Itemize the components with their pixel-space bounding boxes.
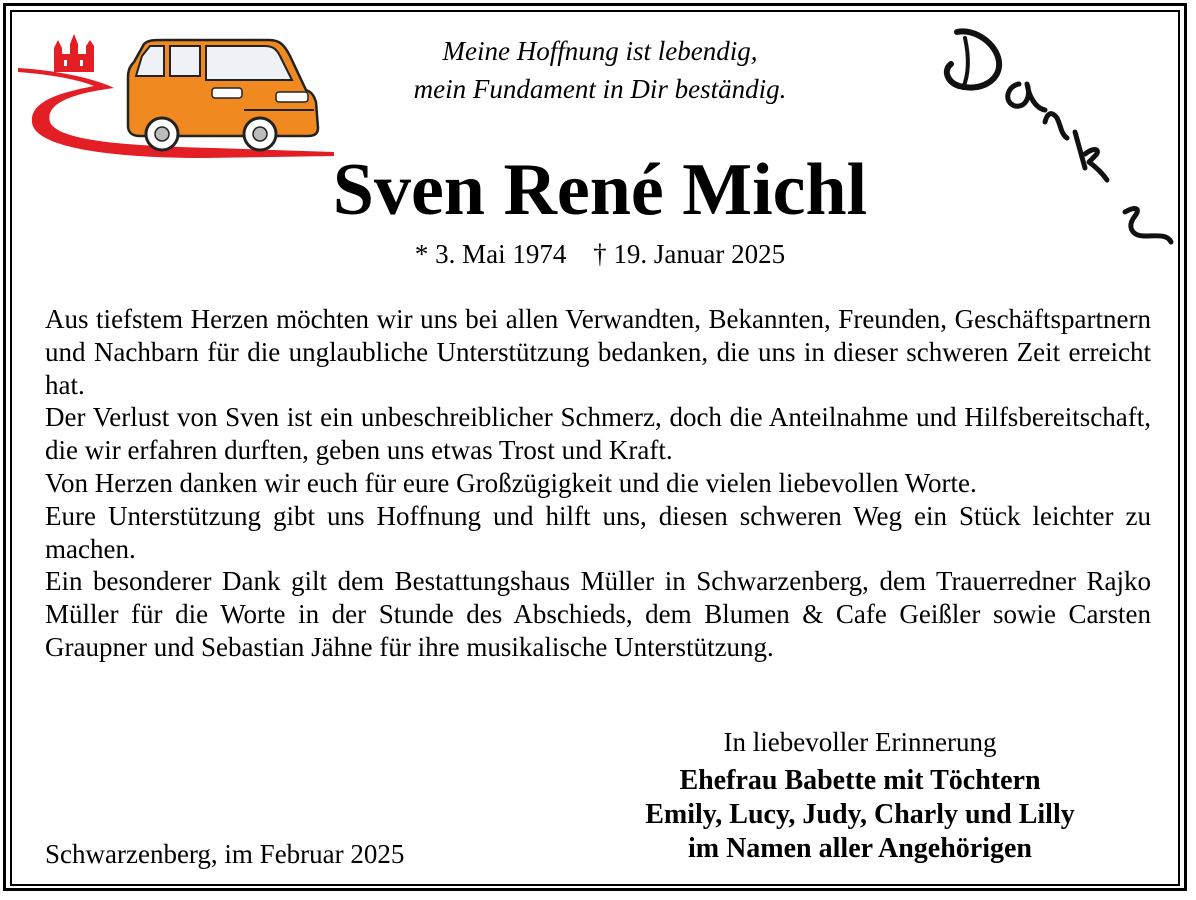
birth-date: * 3. Mai 1974 — [414, 239, 567, 269]
deceased-name: Sven René Michl — [332, 149, 868, 231]
danke-signature-icon — [935, 22, 1175, 252]
camper-van-logo — [14, 30, 339, 160]
castle-icon — [54, 34, 94, 72]
paragraph-1: Aus tiefstem Herzen möchten wir uns bei allen Verwandten, Bekannten, Freunden, Geschäftspartnern und Nachbarn für die unglaubliche Unterstützung bedanken, die uns in dieser schweren Zeit erreicht hat. — [45, 304, 1151, 400]
death-date: † 19. Januar 2025 — [593, 239, 786, 269]
thanks-text — [45, 303, 1151, 664]
motto-line-1: Meine Hoffnung ist lebendig, — [442, 36, 758, 66]
family-signature — [560, 764, 1160, 866]
van-icon — [128, 40, 318, 150]
family-line-2: Emily, Lucy, Judy, Charly und Lilly — [645, 799, 1075, 830]
paragraph-2: Der Verlust von Sven ist ein unbeschreiblicher Schmerz, doch die Anteilnahme und Hilfsbereitschaft, die wir erfahren durften, geben uns etwas Trost und Kraft. — [45, 402, 1151, 466]
life-dates — [300, 236, 900, 272]
family-line-3: im Namen aller Angehörigen — [687, 833, 1032, 864]
place-date: Schwarzenberg, im Februar 2025 — [45, 839, 405, 869]
paragraph-3: Von Herzen danken wir euch für eure Großzügigkeit und die vielen liebevollen Worte. — [45, 467, 977, 498]
motto — [340, 32, 860, 108]
motto-line-2: mein Fundament in Dir beständig. — [413, 74, 787, 104]
memory-line: In liebevoller Erinnerung — [723, 727, 997, 757]
family-line-1: Ehefrau Babette mit Töchtern — [679, 765, 1041, 796]
paragraph-5: Ein besonderer Dank gilt dem Bestattungshaus Müller in Schwarzenberg, dem Trauerredner Rajko Müller für die Worte in der Stunde des Abschieds, dem Blumen & Cafe Geißler sowie Carsten Graupner und Sebastian Jähne für ihre musikalische Unterstützung. — [45, 566, 1151, 662]
paragraph-4: Eure Unterstützung gibt uns Hoffnung und hilft uns, diesen schweren Weg ein Stück leichter zu machen. — [45, 500, 1151, 564]
